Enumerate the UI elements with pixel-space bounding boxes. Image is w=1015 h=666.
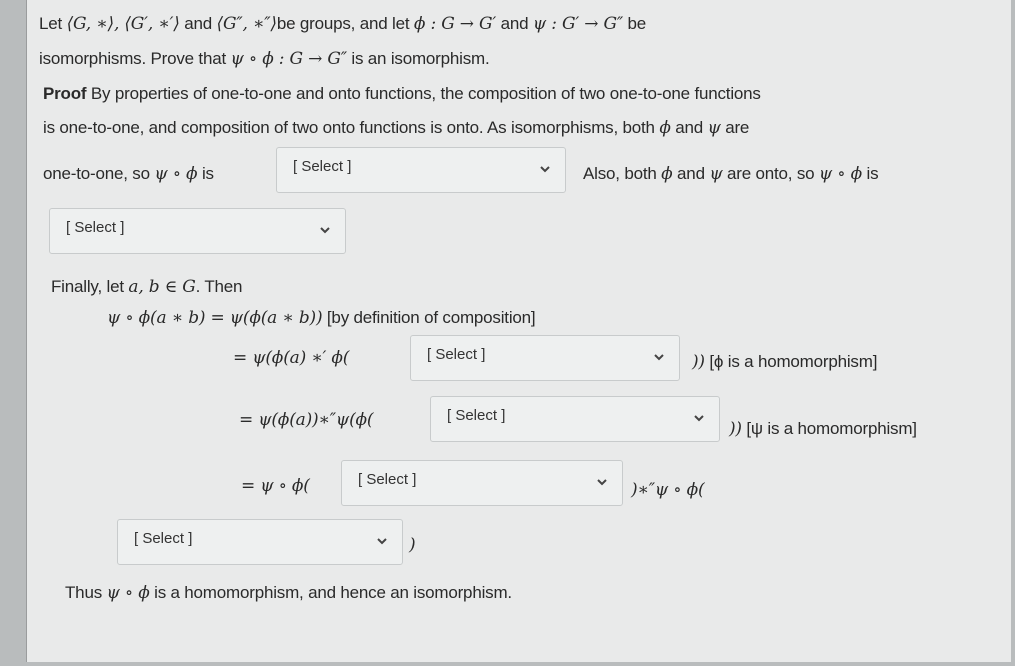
proof-label: Proof — [43, 84, 87, 103]
select-placeholder: [ Select ] — [134, 530, 193, 547]
intro-text: be groups, and let — [276, 14, 414, 33]
equation-note: [ϕ is a homomorphism] — [704, 352, 878, 371]
equation-line-3b — [729, 419, 917, 439]
equation-math: = ψ ∘ ϕ( — [241, 476, 310, 496]
chevron-down-icon — [376, 535, 388, 547]
conclusion-text: is a homomorphism, and hence an isomorphism. — [149, 583, 512, 602]
intro-text: and — [496, 14, 533, 33]
intro-text: be — [622, 14, 647, 33]
proof-text: and — [672, 164, 710, 183]
psi-math: ψ — [707, 118, 721, 138]
proof-line-2 — [43, 118, 749, 138]
phi-map-math: ϕ : G → G′ — [413, 14, 497, 34]
select-placeholder: [ Select ] — [427, 346, 486, 363]
select-placeholder: [ Select ] — [293, 158, 352, 175]
equation-math: ) — [409, 535, 416, 555]
chevron-down-icon — [319, 224, 331, 236]
eq4-select[interactable] — [341, 460, 623, 506]
select-placeholder: [ Select ] — [66, 219, 125, 236]
chevron-down-icon — [653, 351, 665, 363]
equation-note: [by definition of composition] — [322, 308, 536, 327]
equation-math: = ψ(ϕ(a))∗″ψ(ϕ( — [239, 410, 374, 430]
proof-line-3a — [43, 164, 214, 184]
intro-text: is an isomorphism. — [346, 49, 490, 68]
proof-text: is — [197, 164, 214, 183]
proof-line-3b — [583, 164, 878, 184]
proof-line-1 — [43, 84, 761, 104]
group3-math: ⟨G″, ∗″⟩ — [216, 14, 277, 34]
equation-line-4b — [631, 480, 704, 500]
equation-line-5b — [409, 535, 415, 555]
proof-text: By properties of one-to-one and onto functions, the composition of two one-to-one functions — [90, 84, 761, 103]
proof-text: are onto, so — [722, 164, 819, 183]
equation-math: )) — [729, 419, 742, 439]
groups-math: ⟨G, ∗⟩, ⟨G′, ∗′⟩ — [66, 14, 180, 34]
onto-select[interactable] — [49, 208, 346, 254]
psi-map-math: ψ : G′ → G″ — [532, 14, 623, 34]
question-panel — [26, 0, 1011, 662]
intro-text: and — [184, 14, 217, 33]
one-to-one-select[interactable] — [276, 147, 566, 193]
finally-line — [51, 277, 242, 297]
equation-math: = ψ(ϕ(a) ∗′ ϕ( — [233, 348, 350, 368]
proof-text: one-to-one, so — [43, 164, 155, 183]
proof-text: is one-to-one, and composition of two onto functions is onto. As isomorphisms, both — [43, 118, 660, 137]
eq3-select[interactable] — [430, 396, 720, 442]
eq2-select[interactable] — [410, 335, 680, 381]
composite-math: ψ ∘ ϕ — [818, 164, 862, 184]
phi-math: ϕ — [661, 164, 673, 184]
proof-text: is — [861, 164, 879, 183]
proof-text: and — [670, 118, 708, 137]
intro-line-1 — [39, 14, 646, 34]
equation-line-3a — [239, 410, 373, 430]
proof-text: are — [720, 118, 750, 137]
chevron-down-icon — [539, 163, 551, 175]
select-placeholder: [ Select ] — [447, 407, 506, 424]
intro-text: isomorphisms. Prove that — [39, 49, 231, 68]
equation-line-1 — [107, 308, 535, 328]
equation-math: )∗″ψ ∘ ϕ( — [631, 480, 705, 500]
finally-text: Finally, let — [51, 277, 129, 296]
conclusion-text: Thus — [65, 583, 107, 602]
equation-math: ψ ∘ ϕ(a ∗ b) = ψ(ϕ(a ∗ b)) — [107, 308, 323, 328]
phi-math: ϕ — [659, 118, 671, 138]
composite-math: ψ ∘ ϕ — [106, 583, 150, 603]
conclusion-line — [65, 583, 512, 603]
equation-note: [ψ is a homomorphism] — [741, 419, 917, 438]
equation-line-2a — [233, 348, 349, 368]
elements-math: a, b ∈ G — [128, 277, 196, 297]
equation-line-2b — [692, 352, 877, 372]
psi-math: ψ — [709, 164, 723, 184]
chevron-down-icon — [596, 476, 608, 488]
intro-line-2 — [39, 49, 490, 69]
chevron-down-icon — [693, 412, 705, 424]
composite-math: ψ ∘ ϕ — [154, 164, 198, 184]
select-placeholder: [ Select ] — [358, 471, 417, 488]
equation-math: )) — [692, 352, 705, 372]
finally-text: . Then — [195, 277, 243, 296]
equation-line-4a — [241, 476, 310, 496]
intro-text: Let — [39, 14, 67, 33]
proof-text: Also, both — [583, 164, 662, 183]
eq5-select[interactable] — [117, 519, 403, 565]
composite-map-math: ψ ∘ ϕ : G → G″ — [230, 49, 347, 69]
